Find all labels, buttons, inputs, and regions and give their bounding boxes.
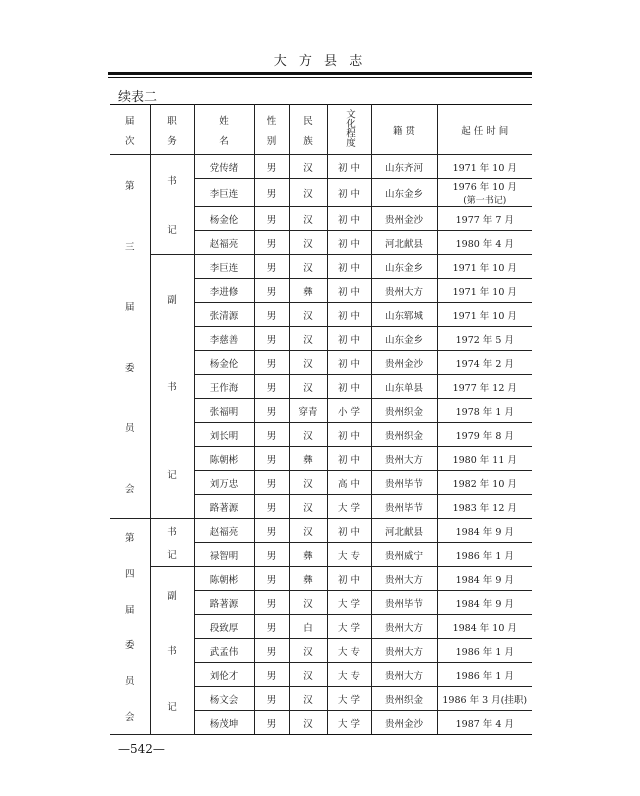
name-cell: 杨金伦 (194, 207, 254, 231)
term-label-char: 届 (124, 604, 135, 616)
native-place-cell: 贵州大方 (371, 639, 437, 663)
term-label-char: 第 (124, 181, 135, 193)
start-date: 1986 年 1 月 (455, 550, 514, 562)
name-cell: 张福明 (194, 399, 254, 423)
sex-cell: 男 (254, 207, 289, 231)
ethnic-cell: 汉 (289, 303, 327, 327)
start-date: 1971 年 10 月 (452, 162, 517, 174)
term-label (110, 519, 150, 734)
start-date-cell (437, 279, 532, 303)
start-date-cell (437, 615, 532, 639)
sex-cell: 男 (254, 279, 289, 303)
name-cell: 王作海 (194, 375, 254, 399)
education-cell: 大 学 (327, 711, 371, 735)
name-cell: 禄智明 (194, 543, 254, 567)
native-place-cell: 贵州织金 (371, 399, 437, 423)
native-place-cell: 贵州毕节 (371, 471, 437, 495)
education-cell: 初 中 (327, 519, 371, 543)
sex-cell: 男 (254, 663, 289, 687)
education-cell: 初 中 (327, 375, 371, 399)
start-date: 1977 年 12 月 (452, 382, 517, 394)
education-cell: 大 学 (327, 591, 371, 615)
start-date: 1984 年 9 月 (455, 526, 514, 538)
sex-cell: 男 (254, 447, 289, 471)
education-cell: 初 中 (327, 279, 371, 303)
table-row (110, 255, 532, 279)
education-cell: 大 学 (327, 615, 371, 639)
education-cell: 大 专 (327, 543, 371, 567)
ethnic-cell: 彝 (289, 447, 327, 471)
ethnic-cell: 汉 (289, 375, 327, 399)
education-cell: 初 中 (327, 567, 371, 591)
term-cell (110, 155, 150, 519)
native-place-cell: 山东齐河 (371, 155, 437, 179)
education-cell: 初 中 (327, 231, 371, 255)
name-cell: 杨文会 (194, 687, 254, 711)
ethnic-cell: 汉 (289, 423, 327, 447)
name-cell: 李巨连 (194, 255, 254, 279)
sex-cell: 男 (254, 687, 289, 711)
col-header-term: 届 次 (110, 105, 150, 155)
start-date: 1982 年 10 月 (452, 478, 517, 490)
post-label-char: 记 (167, 702, 177, 714)
sex-cell: 男 (254, 179, 289, 207)
native-place-cell: 贵州金沙 (371, 207, 437, 231)
start-date-cell (437, 375, 532, 399)
start-date-cell (437, 711, 532, 735)
start-date-cell (437, 327, 532, 351)
ethnic-cell: 彝 (289, 567, 327, 591)
sex-cell: 男 (254, 231, 289, 255)
term-label-char: 委 (124, 640, 135, 652)
education-cell: 大 学 (327, 495, 371, 519)
ethnic-cell: 彝 (289, 279, 327, 303)
header-rule-thick (108, 72, 532, 75)
start-date: 1986 年 3 月(挂职) (442, 694, 528, 706)
start-date-cell (437, 255, 532, 279)
name-cell: 党传绪 (194, 155, 254, 179)
ethnic-cell: 汉 (289, 207, 327, 231)
start-date-cell (437, 179, 532, 207)
sex-cell: 男 (254, 375, 289, 399)
ethnic-cell: 汉 (289, 591, 327, 615)
post-label-char: 书 (167, 526, 177, 538)
native-place-cell: 贵州大方 (371, 663, 437, 687)
start-date-cell (437, 471, 532, 495)
post-cell (150, 155, 194, 255)
native-place-cell: 河北献县 (371, 519, 437, 543)
ethnic-cell: 汉 (289, 711, 327, 735)
native-place-cell: 山东金乡 (371, 255, 437, 279)
name-cell: 杨茂坤 (194, 711, 254, 735)
post-label (151, 567, 194, 734)
term-label-char: 届 (124, 302, 135, 314)
name-cell: 李慈善 (194, 327, 254, 351)
term-label-char: 第 (124, 532, 135, 544)
sex-cell: 男 (254, 615, 289, 639)
ethnic-cell: 汉 (289, 663, 327, 687)
native-place-cell: 山东金乡 (371, 179, 437, 207)
native-place-cell: 山东金乡 (371, 327, 437, 351)
start-date-cell (437, 447, 532, 471)
start-date: 1976 年 10 月 (452, 182, 517, 193)
name-cell: 赵福亮 (194, 519, 254, 543)
term-label-char: 委 (124, 362, 135, 374)
education-cell: 初 中 (327, 207, 371, 231)
start-date-cell (437, 543, 532, 567)
start-date-cell (437, 303, 532, 327)
native-place-cell: 贵州大方 (371, 447, 437, 471)
education-cell: 大 学 (327, 687, 371, 711)
page-header-title: 大 方 县 志 (273, 54, 367, 69)
start-date: 1983 年 12 月 (452, 502, 517, 514)
ethnic-cell: 汉 (289, 471, 327, 495)
name-cell: 张清源 (194, 303, 254, 327)
sex-cell: 男 (254, 351, 289, 375)
term-label-char: 四 (124, 568, 135, 580)
start-date: 1984 年 10 月 (452, 622, 517, 634)
page-number: —542— (118, 742, 165, 756)
post-cell (150, 567, 194, 735)
sex-cell: 男 (254, 399, 289, 423)
ethnic-cell: 汉 (289, 255, 327, 279)
sex-cell: 男 (254, 303, 289, 327)
col-header-post: 职 务 (150, 105, 194, 155)
education-cell: 初 中 (327, 303, 371, 327)
start-date: 1977 年 7 月 (455, 214, 514, 226)
start-date-cell (437, 663, 532, 687)
post-label-char: 副 (167, 590, 177, 602)
post-cell (150, 255, 194, 519)
col-header-name: 姓 名 (194, 105, 254, 155)
sex-cell: 男 (254, 543, 289, 567)
start-date: 1987 年 4 月 (455, 718, 514, 730)
table-caption: 续表二 (118, 90, 158, 105)
name-cell: 路著源 (194, 495, 254, 519)
start-date-cell (437, 591, 532, 615)
sex-cell: 男 (254, 327, 289, 351)
education-cell: 初 中 (327, 351, 371, 375)
native-place-cell: 贵州威宁 (371, 543, 437, 567)
native-place-cell: 贵州大方 (371, 567, 437, 591)
education-cell: 小 学 (327, 399, 371, 423)
education-cell: 大 专 (327, 639, 371, 663)
post-label-char: 记 (167, 550, 177, 562)
native-place-cell: 贵州金沙 (371, 711, 437, 735)
native-place-cell: 河北献县 (371, 231, 437, 255)
ethnic-cell: 汉 (289, 495, 327, 519)
start-date: 1971 年 10 月 (452, 286, 517, 298)
start-date-cell (437, 231, 532, 255)
name-cell: 赵福亮 (194, 231, 254, 255)
table-header-row (110, 105, 532, 155)
native-place-cell: 山东单县 (371, 375, 437, 399)
native-place-cell: 贵州毕节 (371, 495, 437, 519)
sex-cell: 男 (254, 471, 289, 495)
name-cell: 杨金伦 (194, 351, 254, 375)
start-date: 1971 年 10 月 (452, 310, 517, 322)
education-cell: 高 中 (327, 471, 371, 495)
ethnic-cell: 汉 (289, 351, 327, 375)
name-cell: 李巨连 (194, 179, 254, 207)
start-date-cell (437, 519, 532, 543)
start-date: 1980 年 4 月 (455, 238, 514, 250)
name-cell: 刘长明 (194, 423, 254, 447)
post-label (151, 155, 194, 254)
start-date-cell (437, 399, 532, 423)
header-rule-thin (108, 77, 532, 78)
name-cell: 陈朝彬 (194, 447, 254, 471)
start-date-cell (437, 207, 532, 231)
start-date: 1979 年 8 月 (455, 430, 514, 442)
ethnic-cell: 彝 (289, 543, 327, 567)
education-cell: 大 专 (327, 663, 371, 687)
post-cell (150, 519, 194, 567)
name-cell: 刘万忠 (194, 471, 254, 495)
term-label-char: 会 (124, 483, 135, 495)
ethnic-cell: 汉 (289, 687, 327, 711)
officials-table (110, 104, 532, 735)
name-cell: 段致厚 (194, 615, 254, 639)
post-label (151, 519, 194, 566)
native-place-cell: 山东郓城 (371, 303, 437, 327)
sex-cell: 男 (254, 423, 289, 447)
start-date: 1984 年 9 月 (455, 598, 514, 610)
start-date-cell (437, 567, 532, 591)
start-date: 1978 年 1 月 (455, 406, 514, 418)
start-date: 1986 年 1 月 (455, 670, 514, 682)
start-date-cell (437, 687, 532, 711)
name-cell: 陈朝彬 (194, 567, 254, 591)
ethnic-cell: 汉 (289, 155, 327, 179)
start-date-cell (437, 639, 532, 663)
post-label (151, 255, 194, 518)
education-cell: 初 中 (327, 327, 371, 351)
ethnic-cell: 汉 (289, 231, 327, 255)
ethnic-cell: 汉 (289, 519, 327, 543)
native-place-cell: 贵州毕节 (371, 591, 437, 615)
col-header-ethnic: 民 族 (289, 105, 327, 155)
start-date: 1971 年 10 月 (452, 262, 517, 274)
col-header-native: 籍 贯 (371, 105, 437, 155)
table-row (110, 155, 532, 179)
ethnic-cell: 白 (289, 615, 327, 639)
ethnic-cell: 汉 (289, 179, 327, 207)
post-label-char: 书 (167, 175, 177, 187)
start-date-cell (437, 155, 532, 179)
term-label-char: 三 (124, 241, 135, 253)
name-cell: 李进修 (194, 279, 254, 303)
start-date-note: (第一书记) (463, 196, 507, 206)
native-place-cell: 贵州大方 (371, 279, 437, 303)
term-label-char: 员 (124, 423, 135, 435)
education-cell: 初 中 (327, 155, 371, 179)
sex-cell: 男 (254, 711, 289, 735)
col-header-education: 文化程度 (327, 105, 371, 155)
start-date-cell (437, 495, 532, 519)
post-label-char: 副 (167, 294, 177, 306)
native-place-cell: 贵州织金 (371, 687, 437, 711)
post-label-char: 书 (167, 646, 177, 658)
term-cell (110, 519, 150, 735)
native-place-cell: 贵州织金 (371, 423, 437, 447)
education-cell: 初 中 (327, 179, 371, 207)
sex-cell: 男 (254, 255, 289, 279)
sex-cell: 男 (254, 495, 289, 519)
name-cell: 武孟伟 (194, 639, 254, 663)
post-label-char: 记 (167, 225, 177, 237)
sex-cell: 男 (254, 519, 289, 543)
start-date: 1980 年 11 月 (452, 454, 517, 466)
ethnic-cell: 汉 (289, 327, 327, 351)
ethnic-cell: 穿青 (289, 399, 327, 423)
sex-cell: 男 (254, 591, 289, 615)
native-place-cell: 贵州金沙 (371, 351, 437, 375)
sex-cell: 男 (254, 639, 289, 663)
ethnic-cell: 汉 (289, 639, 327, 663)
post-label-char: 记 (167, 470, 177, 482)
start-date: 1972 年 5 月 (455, 334, 514, 346)
education-cell: 初 中 (327, 255, 371, 279)
start-date-cell (437, 423, 532, 447)
start-date: 1986 年 1 月 (455, 646, 514, 658)
name-cell: 刘伦才 (194, 663, 254, 687)
post-label-char: 书 (167, 382, 177, 394)
table-row (110, 519, 532, 543)
start-date: 1974 年 2 月 (455, 358, 514, 370)
education-cell: 初 中 (327, 423, 371, 447)
sex-cell: 男 (254, 567, 289, 591)
col-header-start: 起 任 时 间 (437, 105, 532, 155)
term-label-char: 会 (124, 712, 135, 724)
term-label-char: 员 (124, 676, 135, 688)
start-date: 1984 年 9 月 (455, 574, 514, 586)
col-header-sex: 性 别 (254, 105, 289, 155)
start-date-cell (437, 351, 532, 375)
term-label (110, 155, 150, 518)
table-row (110, 567, 532, 591)
name-cell: 路著源 (194, 591, 254, 615)
native-place-cell: 贵州大方 (371, 615, 437, 639)
sex-cell: 男 (254, 155, 289, 179)
education-cell: 初 中 (327, 447, 371, 471)
